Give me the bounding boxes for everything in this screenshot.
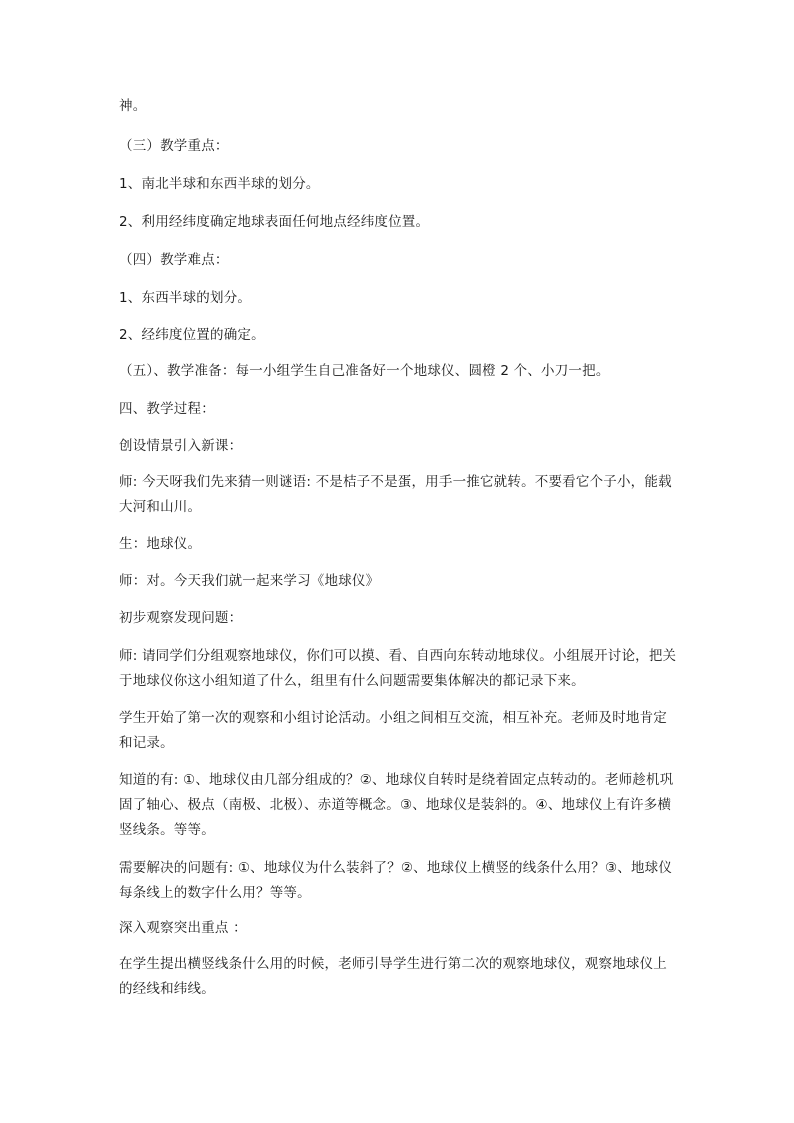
teacher-guidance: 在学生提出横竖线条什么用的时候，老师引导学生进行第二次的观察地球仪，观察地球仪上的经线和纬线。 xyxy=(119,956,667,997)
teacher-instruction: 师: 请同学们分组观察地球仪，你们可以摸、看、自西向东转动地球仪。小组展开讨论，把关于地球仪你这小组知道了什么，组里有什么问题需要集体解决的都记录下来。 xyxy=(119,648,677,689)
focus-item-1: 1、南北半球和东西半球的划分。 xyxy=(119,176,320,192)
heading-teaching-difficulty: （四）教学难点： xyxy=(119,252,229,268)
teacher-confirm: 师：对。今天我们就一起来学习《地球仪》 xyxy=(119,573,380,589)
paragraph-continuation: 神。 xyxy=(119,98,147,114)
difficulty-item-2: 2、经纬度位置的确定。 xyxy=(119,327,265,343)
student-answer: 生：地球仪。 xyxy=(119,536,202,552)
subheading-deep-observation: 深入观察突出重点 ： xyxy=(119,920,247,936)
difficulty-item-1: 1、东西半球的划分。 xyxy=(119,290,252,306)
focus-item-2: 2、利用经纬度确定地球表面任何地点经纬度位置。 xyxy=(119,214,430,230)
known-facts: 知道的有: ①、地球仪由几部分组成的？②、地球仪自转时是绕着固定点转动的。老师趁机巩固了轴心、极点（南极、北极）、赤道等概念。③、地球仪是装斜的。④、地球仪上有许多横竖线条。等等。 xyxy=(119,772,674,838)
heading-teaching-process: 四、教学过程： xyxy=(119,401,215,417)
student-activity: 学生开始了第一次的观察和小组讨论活动。小组之间相互交流，相互补充。老师及时地肯定和记录。 xyxy=(119,710,667,751)
subheading-initial-observation: 初步观察发现问题： xyxy=(119,610,243,626)
heading-teaching-focus: （三）教学重点： xyxy=(119,138,229,154)
questions-to-solve: 需要解决的问题有: ①、地球仪为什么装斜了？②、地球仪上横竖的线条什么用？③、地球仪每条线上的数字什么用？等等。 xyxy=(119,860,673,901)
teacher-riddle: 师: 今天呀我们先来猜一则谜语: 不是桔子不是蛋，用手一推它就转。不要看它个子小，能载大河和山川。 xyxy=(119,474,672,515)
teaching-preparation: （五）、教学准备：每一小组学生自己准备好一个地球仪、圆橙 2 个、小刀一把。 xyxy=(119,363,610,379)
subheading-intro: 创设情景引入新课： xyxy=(119,438,243,454)
